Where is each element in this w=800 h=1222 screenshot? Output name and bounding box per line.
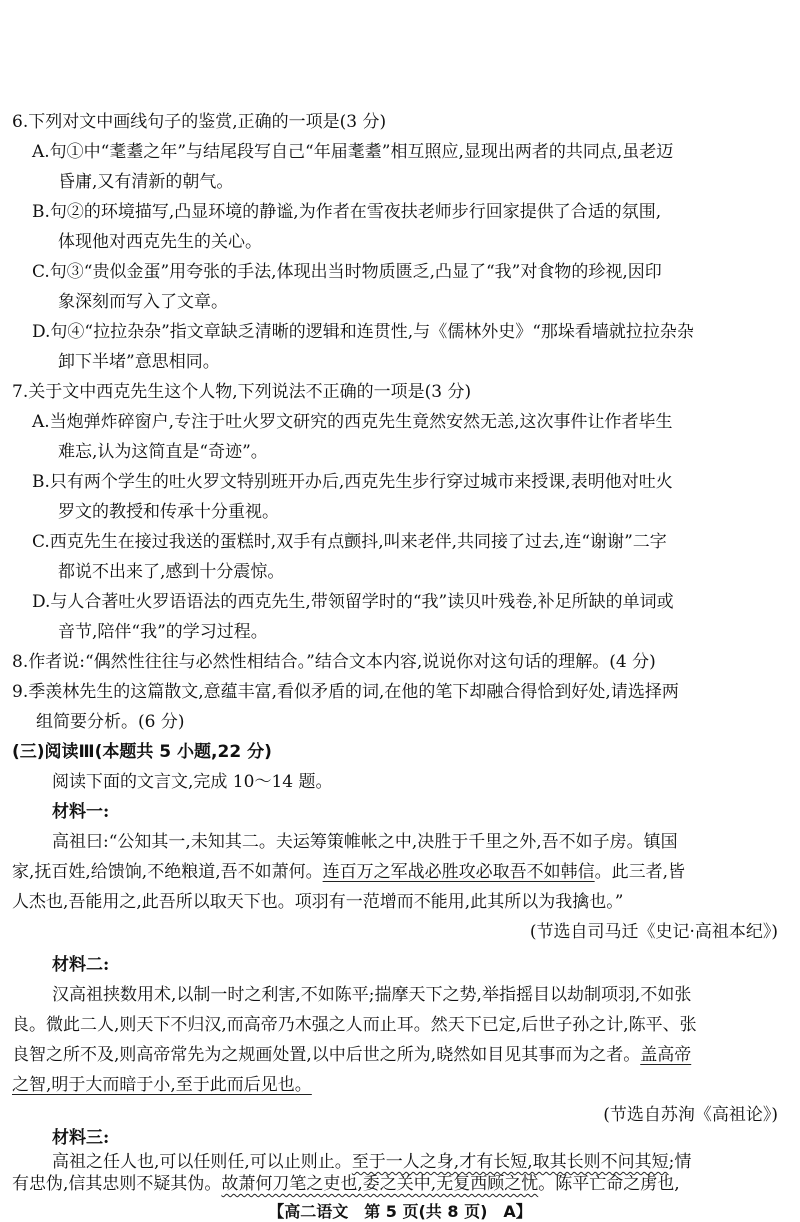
material-2-line2: 良。微此二人,则天下不归汉,而高帝乃木强之人而止耳。然天下已定,后世子孙之计,陈平、张 [12,1015,697,1035]
q7-option-a-line2: 难忘,认为这简直是“奇迹”。 [58,442,268,462]
q6-option-b-line2: 体现他对西克先生的关心。 [58,232,262,252]
material-3-line1-end: ;情 [668,1152,692,1172]
material-2-underlined-end: 之智,明于大而暗于小,至于此而后见也。 [12,1075,312,1095]
material-1-source: (节选自司马迁《史记·高祖本纪》) [529,922,778,942]
q6-option-c-line2: 象深刻而写入了文章。 [58,292,228,312]
material-1-label: 材料一: [52,802,110,822]
q7-option-c-line1: C.西克先生在接过我送的蛋糕时,双手有点颤抖,叫来老伴,共同接了过去,连“谢谢”二字 [32,532,667,552]
material-2-line1: 汉高祖挟数用术,以制一时之利害,不如陈平;揣摩天下之势,举指摇目以劫制项羽,不如张 [52,985,692,1005]
material-2-line3-start: 良智之所不及,则高帝常先为之规画处置,以中后世之所为,晓然如目见其事而为之者。 [12,1045,641,1065]
material-3-line2-end: 。陈平亡命之虏也, [538,1174,680,1194]
question-8: 8.作者说:“偶然性往往与必然性相结合。”结合文本内容,说说你对这句话的理解。(4 分) [12,652,656,672]
material-1-underlined-sentence: 连百万之军战必胜攻必取吾不如韩信 [322,862,595,882]
material-1-line3: 人杰也,吾能用之,此吾所以取天下也。项羽有一范增而不能用,此其所以为我擒也。” [12,892,624,912]
q6-option-b-line1: B.句②的环境描写,凸显环境的静谧,为作者在雪夜扶老师步行回家提供了合适的氛围, [32,202,662,222]
material-3-line2-start: 有忠伪,信其忠则不疑其伪。 [12,1174,222,1194]
material-3-wavy-sentence-2: 故萧何刀笔之吏也,委之关中,无复西顾之忧 [221,1174,539,1194]
page-footer: 【高二语文 第 5 页(共 8 页) A】 [268,1202,532,1221]
q6-option-d-line2: 卸下半堵”意思相同。 [58,352,220,372]
q7-option-d-line2: 音节,陪伴“我”的学习过程。 [58,622,268,642]
material-1-line1: 高祖曰:“公知其一,未知其二。夫运筹策帷帐之中,决胜于千里之外,吾不如子房。镇国 [52,832,678,852]
section-3-instruction: 阅读下面的文言文,完成 10～14 题。 [52,772,333,792]
q6-option-c-line1: C.句③“贵似金蛋”用夸张的手法,体现出当时物质匮乏,凸显了“我”对食物的珍视,因印 [32,262,662,282]
q6-option-a-line1: A.句①中“耄耋之年”与结尾段写自己“年届耄耋”相互照应,显现出两者的共同点,虽老迈 [32,142,674,162]
material-2-line4 [12,1075,312,1095]
question-6-stem: 6.下列对文中画线句子的鉴赏,正确的一项是(3 分) [12,112,387,132]
q7-option-d-line1: D.与人合著吐火罗语语法的西克先生,带领留学时的“我”读贝叶残卷,补足所缺的单词或 [32,592,674,612]
material-2-line3 [12,1045,691,1065]
section-3-title: (三)阅读Ⅲ(本题共 5 小题,22 分) [12,742,272,762]
question-9-line1: 9.季羡林先生的这篇散文,意蕴丰富,看似矛盾的词,在他的笔下却融合得恰到好处,请选择两 [12,682,679,702]
question-7-stem: 7.关于文中西克先生这个人物,下列说法不正确的一项是(3 分) [12,382,472,402]
q7-option-b-line1: B.只有两个学生的吐火罗文特别班开办后,西克先生步行穿过城市来授课,表明他对吐火 [32,472,673,492]
material-1-line2-end: 。此三者,皆 [594,862,686,882]
material-3-line2 [12,1174,680,1194]
material-2-underlined-start: 盖高帝 [640,1045,692,1065]
question-9-line2: 组简要分析。(6 分) [36,712,185,732]
material-2-label: 材料二: [52,955,110,975]
q7-option-b-line2: 罗文的教授和传承十分重视。 [58,502,279,522]
material-1-line2 [12,862,685,882]
material-1-line2-start: 家,抚百姓,给馈饷,不绝粮道,吾不如萧何。 [12,862,323,882]
q7-option-c-line2: 都说不出来了,感到十分震惊。 [58,562,285,582]
q6-option-a-line2: 昏庸,又有清新的朝气。 [58,172,234,192]
material-3-line1-start: 高祖之任人也,可以任则任,可以止则止。 [52,1152,352,1172]
material-3-line1 [52,1152,691,1172]
material-2-source: (节选自苏洵《高祖论》) [603,1105,778,1125]
q7-option-a-line1: A.当炮弹炸碎窗户,专注于吐火罗文研究的西克先生竟然安然无恙,这次事件让作者毕生 [32,412,673,432]
q6-option-d-line1: D.句④“拉拉杂杂”指文章缺乏清晰的逻辑和连贯性,与《儒林外史》“那垛看墙就拉拉杂杂 [32,322,694,342]
material-3-label: 材料三: [52,1128,110,1148]
material-3-wavy-sentence-1: 至于一人之身,才有长短,取其长则不问其短 [351,1152,669,1172]
